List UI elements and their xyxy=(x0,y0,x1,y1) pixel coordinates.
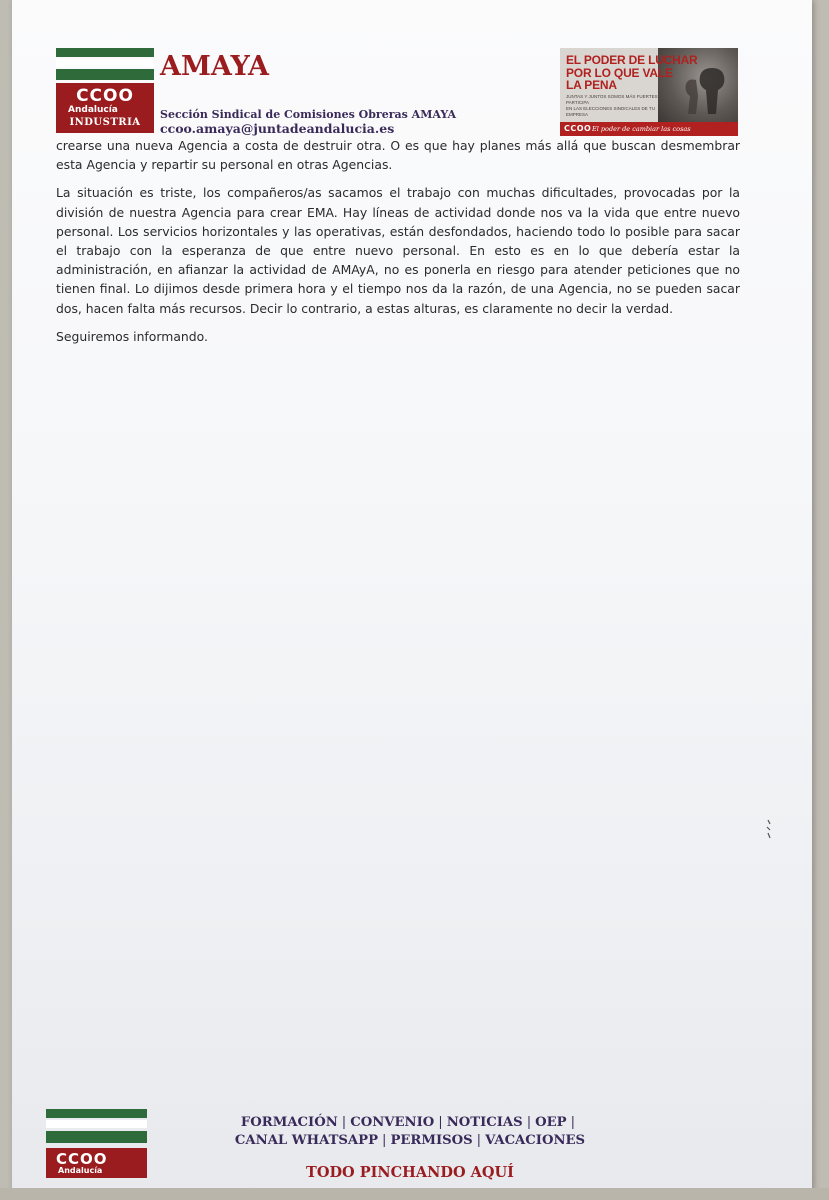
banner-footer-slogan: El poder de cambiar las cosas xyxy=(592,125,691,133)
paper-smudge-mark xyxy=(764,818,774,840)
page-title: AMAYA xyxy=(160,51,269,82)
banner-footer-brand: CCOO xyxy=(564,124,592,133)
banner-headline-line-3: LA PENA xyxy=(566,78,617,92)
table-surface xyxy=(0,1188,829,1200)
paragraph-3: Seguiremos informando. xyxy=(56,328,208,344)
link-oep[interactable]: OEP xyxy=(535,1115,567,1130)
campaign-banner[interactable] xyxy=(560,48,738,136)
footer-links-row-1 xyxy=(160,1114,660,1132)
footer-stripe-white xyxy=(46,1120,147,1128)
paragraph-2: La situación es triste, los compañeros/as sacamos el trabajo con muchas dificultades, provocadas por la división de nuestra Agencia para crear EMA. Hay líneas de actividad donde nos va la vida que entre nuevo personal. Los servicios horizontales y las operativas, están desfondados, haciendo todo lo posible para sacar el trabajo con la esperanza de que entre nuevo personal. En esto es en lo que debería estar la administración, en afianzar la actividad de AMAyA, no es ponerla en riesgo para atender peticiones que no tienen final. Lo dijimos desde primera hora y el tiempo nos da la razón, de una Agencia, no se pueden sacar dos, hacen falta más recursos. Decir lo contrario, a estas alturas, es claramente no decir la verdad. xyxy=(56,185,740,316)
logo-stripe-white xyxy=(56,59,154,67)
document-body xyxy=(56,136,740,355)
paragraph-1: crearse una nueva Agencia a costa de destruir otra. O es que hay planes más allá que buscan desmembrar esta Agencia y repartir su personal en otras Agencias. xyxy=(56,138,740,173)
logo-stripe-green-top xyxy=(56,48,154,57)
link-permisos[interactable]: PERMISOS xyxy=(390,1133,473,1148)
banner-headline-line-1: EL PODER DE LUCHAR xyxy=(566,53,698,67)
link-noticias[interactable]: NOTICIAS xyxy=(446,1115,523,1130)
footer-links xyxy=(160,1114,660,1150)
logo-brand: CCOO xyxy=(76,86,134,106)
footer-logo-red-box xyxy=(46,1148,147,1178)
link-separator: | xyxy=(570,1115,576,1130)
banner-subline-1: JUNTAS Y JUNTOS SOMOS MÁS FUERTES. PARTICIPA xyxy=(566,94,659,105)
link-separator: | xyxy=(381,1133,387,1148)
link-separator: | xyxy=(438,1115,443,1130)
footer-stripe-green-bottom xyxy=(46,1131,147,1143)
link-separator: | xyxy=(526,1115,532,1130)
link-convenio[interactable]: CONVENIO xyxy=(350,1115,435,1130)
footer-links-row-2 xyxy=(160,1132,660,1150)
banner-subline xyxy=(566,94,676,118)
logo-stripe-green-bottom xyxy=(56,69,154,80)
contact-email[interactable]: ccoo.amaya@juntadeandalucia.es xyxy=(160,121,395,136)
footer-logo-region: Andalucía xyxy=(58,1166,103,1175)
banner-footer xyxy=(560,122,738,136)
banner-headline-line-2: POR LO QUE VALE xyxy=(566,65,673,80)
banner-headline xyxy=(566,54,736,92)
footer-stripe-green-top xyxy=(46,1109,147,1118)
link-formacion[interactable]: FORMACIÓN xyxy=(240,1115,338,1130)
link-canal-whatsapp[interactable]: CANAL WHATSAPP xyxy=(234,1133,378,1148)
link-separator: | xyxy=(476,1133,482,1148)
link-vacaciones[interactable]: VACACIONES xyxy=(485,1133,586,1148)
section-name: Sección Sindical de Comisiones Obreras AMAYA xyxy=(160,108,457,121)
banner-subline-2: EN LAS ELECCIONES SINDICALES DE TU EMPRESA xyxy=(566,106,655,117)
link-separator: | xyxy=(341,1115,347,1130)
logo-red-box xyxy=(56,83,154,133)
logo-sector: INDUSTRIA xyxy=(69,117,141,128)
footer-logo-brand: CCOO xyxy=(56,1150,108,1168)
logo-region: Andalucía xyxy=(68,105,118,115)
footer-cta-link[interactable]: TODO PINCHANDO AQUÍ xyxy=(306,1164,514,1181)
